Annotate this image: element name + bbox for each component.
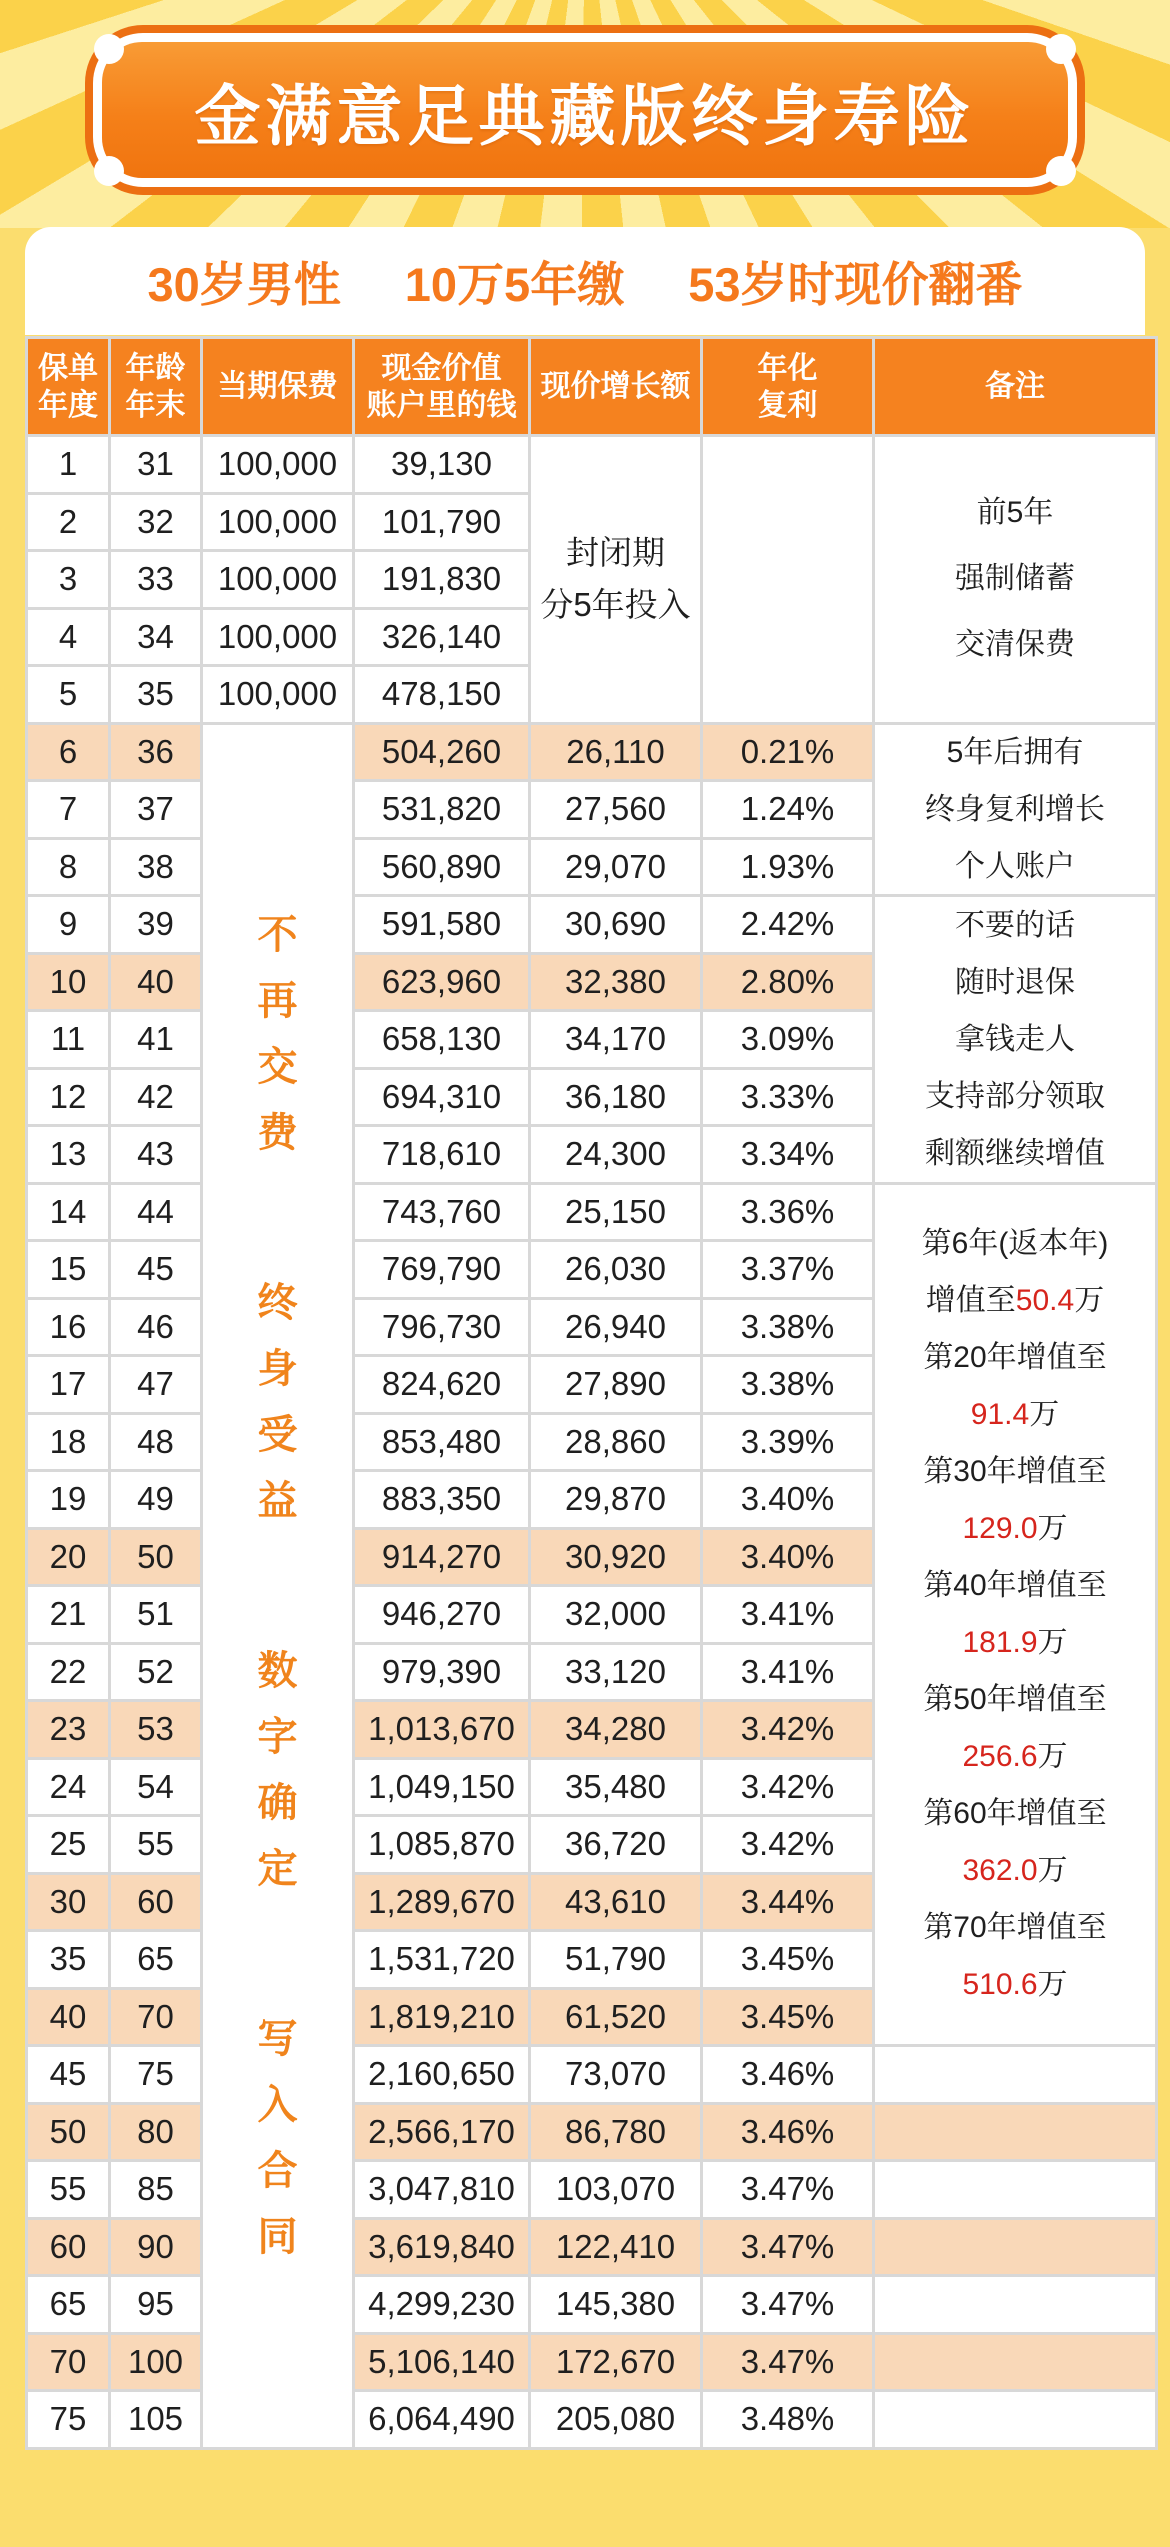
cell-age: 43 [111,1127,200,1182]
notes-red-value: 50.4 [1015,1284,1075,1318]
notes-red-value: 362.0 [962,1854,1038,1888]
cell-cash-value: 1,085,870 [355,1817,528,1872]
slogan-group [257,1280,298,1523]
cell-policy-year: 18 [28,1415,108,1470]
slogan-char: 入 [257,2082,298,2127]
cell-policy-year: 75 [28,2392,108,2447]
slogan-char: 确 [257,1780,298,1825]
cell-rate: 3.46% [703,2047,872,2102]
cell-growth: 103,070 [531,2162,700,2217]
header-line: 当期保费 [217,370,338,403]
cell-notes-empty [875,2162,1155,2217]
cell-policy-year: 25 [28,1817,108,1872]
notes-line: 交清保费 [955,628,1075,662]
cell-age: 35 [111,667,200,722]
cell-growth: 26,030 [531,1242,700,1297]
cell-rate: 3.41% [703,1587,872,1642]
subtitle-segment: 53岁时现价翻番 [688,257,1023,311]
header-line: 年龄 [125,351,186,385]
cell-age: 44 [111,1185,200,1240]
cell-cash-value: 658,130 [355,1012,528,1067]
cell-age: 38 [111,840,200,895]
cell-age: 46 [111,1300,200,1355]
notes-line: 第40年增值至 [923,1569,1107,1603]
cell-rate: 3.46% [703,2105,872,2160]
closed-period-cell [531,437,700,722]
cell-policy-year: 1 [28,437,108,492]
banner-plaque [102,42,1068,178]
cell-age: 31 [111,437,200,492]
cell-policy-year: 60 [28,2220,108,2275]
product-title: 金满意足典藏版终身寿险 [194,78,976,153]
notes-line: 第60年增值至 [923,1797,1107,1831]
cell-growth: 34,170 [531,1012,700,1067]
cell-age: 105 [111,2392,200,2447]
cell-growth: 172,670 [531,2335,700,2390]
notes-line: 第30年增值至 [923,1455,1107,1489]
header-cell [355,339,528,434]
notes-line: 随时退保 [955,965,1075,999]
cell-cash-value: 796,730 [355,1300,528,1355]
benefit-table [25,336,1158,2450]
cell-growth: 86,780 [531,2105,700,2160]
banner-corner-notch [94,34,124,64]
cell-growth: 43,610 [531,1875,700,1930]
cell-rate: 3.42% [703,1702,872,1757]
cell-policy-year: 45 [28,2047,108,2102]
cell-growth: 27,890 [531,1357,700,1412]
notes-line: 强制储蓄 [955,562,1075,596]
header-cell [703,339,872,434]
notes-line: 前5年 [976,496,1054,530]
cell-policy-year: 35 [28,1932,108,1987]
cell-growth: 26,940 [531,1300,700,1355]
cell-rate: 2.42% [703,897,872,952]
cell-growth: 145,380 [531,2277,700,2332]
cell-cash-value: 2,160,650 [355,2047,528,2102]
notes-text: 万 [1074,1284,1105,1318]
cell-rate: 3.47% [703,2162,872,2217]
cell-notes-empty [875,2105,1155,2160]
cell-age: 45 [111,1242,200,1297]
notes-text: 万 [1037,1626,1068,1660]
header-cell [28,339,108,434]
banner-inner-ring [93,33,1077,187]
cell-cash-value: 3,619,840 [355,2220,528,2275]
header-cell [203,339,352,434]
notes-red-value: 91.4 [970,1398,1030,1432]
header-line: 年末 [125,388,186,422]
cell-policy-year: 55 [28,2162,108,2217]
slogan-char: 益 [257,1478,298,1523]
slogan-char: 身 [257,1346,298,1391]
cell-cash-value: 1,819,210 [355,1990,528,2045]
notes-block [875,437,1155,722]
cell-age: 50 [111,1530,200,1585]
cell-premium: 100,000 [203,437,352,492]
cell-rate: 3.47% [703,2277,872,2332]
cell-rate: 3.34% [703,1127,872,1182]
cell-cash-value: 101,790 [355,495,528,550]
cell-growth: 122,410 [531,2220,700,2275]
cell-cash-value: 478,150 [355,667,528,722]
cell-rate: 3.48% [703,2392,872,2447]
cell-cash-value: 979,390 [355,1645,528,1700]
cell-cash-value: 531,820 [355,782,528,837]
cell-cash-value: 326,140 [355,610,528,665]
cell-growth: 73,070 [531,2047,700,2102]
cell-cash-value: 1,289,670 [355,1875,528,1930]
banner-frame [85,25,1085,195]
slogan-char: 再 [257,978,298,1023]
notes-text: 万 [1037,1968,1068,2002]
cell-policy-year: 8 [28,840,108,895]
cell-age: 75 [111,2047,200,2102]
cell-cash-value: 191,830 [355,552,528,607]
cell-cash-value: 623,960 [355,955,528,1010]
cell-cash-value: 743,760 [355,1185,528,1240]
cell-age: 48 [111,1415,200,1470]
notes-line: 终身复利增长 [925,792,1105,826]
cell-cash-value: 1,013,670 [355,1702,528,1757]
slogan-char: 同 [257,2214,298,2259]
cell-growth: 34,280 [531,1702,700,1757]
notes-red-value: 181.9 [962,1626,1038,1660]
cell-policy-year: 17 [28,1357,108,1412]
slogan-group [257,1648,298,1891]
cell-growth: 29,070 [531,840,700,895]
notes-red-value: 129.0 [962,1512,1038,1546]
subtitle-card [25,227,1145,335]
slogan-char: 终 [257,1280,298,1325]
banner-corner-notch [1046,156,1076,186]
cell-notes-empty [875,2047,1155,2102]
cell-rate: 0.21% [703,725,872,780]
cell-cash-value: 504,260 [355,725,528,780]
cell-policy-year: 24 [28,1760,108,1815]
cell-age: 42 [111,1070,200,1125]
cell-notes-empty [875,2335,1155,2390]
cell-policy-year: 20 [28,1530,108,1585]
notes-line: 不要的话 [955,908,1075,942]
cell-policy-year: 50 [28,2105,108,2160]
cell-policy-year: 14 [28,1185,108,1240]
cell-policy-year: 9 [28,897,108,952]
notes-line [962,1956,1067,2013]
slogan-char: 交 [257,1044,298,1089]
cell-age: 47 [111,1357,200,1412]
notes-line: 剩额继续增值 [925,1136,1105,1170]
cell-policy-year: 11 [28,1012,108,1067]
header-line: 现价增长额 [540,370,691,403]
cell-premium: 100,000 [203,610,352,665]
cell-rate: 3.38% [703,1357,872,1412]
notes-block [875,1185,1155,2045]
banner-corner-notch [1046,34,1076,64]
cell-rate: 1.93% [703,840,872,895]
cell-rate: 3.39% [703,1415,872,1470]
cell-age: 60 [111,1875,200,1930]
cell-growth: 24,300 [531,1127,700,1182]
cell-rate: 3.37% [703,1242,872,1297]
cell-rate: 3.40% [703,1530,872,1585]
cell-policy-year: 40 [28,1990,108,2045]
cell-age: 54 [111,1760,200,1815]
cell-growth: 35,480 [531,1760,700,1815]
cell-rate: 1.24% [703,782,872,837]
cell-age: 49 [111,1472,200,1527]
cell-rate: 3.09% [703,1012,872,1067]
cell-cash-value: 1,531,720 [355,1932,528,1987]
closed-period-line: 封闭期 [566,534,665,572]
cell-rate: 3.45% [703,1990,872,2045]
notes-line [962,1728,1067,1785]
cell-growth: 61,520 [531,1990,700,2045]
notes-line: 第6年(返本年) [921,1227,1109,1261]
cell-policy-year: 19 [28,1472,108,1527]
notes-line [962,1500,1067,1557]
cell-policy-year: 10 [28,955,108,1010]
cell-cash-value: 914,270 [355,1530,528,1585]
cell-cash-value: 3,047,810 [355,2162,528,2217]
cell-notes-empty [875,2277,1155,2332]
cell-policy-year: 23 [28,1702,108,1757]
cell-notes-empty [875,2392,1155,2447]
cell-premium: 100,000 [203,552,352,607]
cell-rate: 3.45% [703,1932,872,1987]
cell-growth: 32,380 [531,955,700,1010]
cell-policy-year: 13 [28,1127,108,1182]
cell-policy-year: 12 [28,1070,108,1125]
subtitle-segment: 30岁男性 [147,257,341,311]
cell-growth: 51,790 [531,1932,700,1987]
cell-rate: 3.38% [703,1300,872,1355]
cell-age: 41 [111,1012,200,1067]
cell-age: 40 [111,955,200,1010]
cell-policy-year: 22 [28,1645,108,1700]
cell-policy-year: 30 [28,1875,108,1930]
cell-rate: 3.47% [703,2220,872,2275]
notes-line: 5年后拥有 [946,735,1084,769]
cell-age: 90 [111,2220,200,2275]
cell-cash-value: 883,350 [355,1472,528,1527]
slogan-char: 不 [257,912,298,957]
cell-age: 95 [111,2277,200,2332]
notes-text: 万 [1037,1512,1068,1546]
slogan-char: 数 [257,1648,298,1693]
cell-growth: 29,870 [531,1472,700,1527]
cell-rate: 3.33% [703,1070,872,1125]
header-cell [111,339,200,434]
notes-line [962,1614,1067,1671]
notes-line: 支持部分领取 [925,1079,1105,1113]
notes-block [875,897,1155,1182]
subtitle-segment: 10万5年缴 [404,257,625,311]
cell-age: 33 [111,552,200,607]
cell-age: 70 [111,1990,200,2045]
notes-line: 第70年增值至 [923,1911,1107,1945]
cell-rate: 3.44% [703,1875,872,1930]
slogan-group [257,2016,298,2259]
cell-policy-year: 6 [28,725,108,780]
cell-growth: 27,560 [531,782,700,837]
header-line: 账户里的钱 [366,388,517,422]
cell-age: 65 [111,1932,200,1987]
cell-rate: 3.42% [703,1760,872,1815]
cell-age: 39 [111,897,200,952]
cell-age: 55 [111,1817,200,1872]
header-line: 备注 [985,370,1045,403]
cell-age: 36 [111,725,200,780]
cell-age: 100 [111,2335,200,2390]
notes-line: 第20年增值至 [923,1341,1107,1375]
cell-notes-empty [875,2220,1155,2275]
cell-policy-year: 3 [28,552,108,607]
notes-red-value: 256.6 [962,1740,1038,1774]
cell-growth: 205,080 [531,2392,700,2447]
cell-growth: 32,000 [531,1587,700,1642]
cell-age: 34 [111,610,200,665]
cell-growth: 33,120 [531,1645,700,1700]
cell-age: 85 [111,2162,200,2217]
notes-line [971,1386,1059,1443]
cell-cash-value: 824,620 [355,1357,528,1412]
cell-cash-value: 39,130 [355,437,528,492]
header-line: 保单 [38,351,98,385]
header-line: 复利 [757,388,818,422]
slogan-char: 受 [257,1412,298,1457]
slogan-char: 定 [257,1846,298,1891]
cell-policy-year: 2 [28,495,108,550]
cell-policy-year: 65 [28,2277,108,2332]
cell-cash-value: 1,049,150 [355,1760,528,1815]
notes-block [875,725,1155,895]
cell-growth: 36,720 [531,1817,700,1872]
closed-period-line: 分5年投入 [540,586,691,624]
notes-red-value: 510.6 [962,1968,1038,2002]
cell-growth: 26,110 [531,725,700,780]
cell-rate: 3.41% [703,1645,872,1700]
notes-line: 个人账户 [955,849,1075,883]
cell-policy-year: 7 [28,782,108,837]
banner-corner-notch [94,156,124,186]
cell-cash-value: 946,270 [355,1587,528,1642]
cell-cash-value: 5,106,140 [355,2335,528,2390]
notes-text: 万 [1037,1740,1068,1774]
notes-line [926,1272,1104,1329]
slogan-char: 写 [257,2016,298,2061]
notes-line: 拿钱走人 [955,1022,1075,1056]
cell-rate: 2.80% [703,955,872,1010]
no-more-premium-column [203,725,352,2447]
slogan-group [257,912,298,1155]
notes-line: 第50年增值至 [923,1683,1107,1717]
cell-cash-value: 4,299,230 [355,2277,528,2332]
cell-age: 53 [111,1702,200,1757]
cell-policy-year: 21 [28,1587,108,1642]
cell-cash-value: 853,480 [355,1415,528,1470]
cell-rate-empty [703,437,872,722]
header-line: 年化 [757,351,818,385]
cell-policy-year: 16 [28,1300,108,1355]
notes-text: 万 [1029,1398,1060,1432]
slogan-char: 字 [257,1714,298,1759]
cell-age: 80 [111,2105,200,2160]
notes-text: 增值至 [925,1284,1016,1318]
cell-rate: 3.47% [703,2335,872,2390]
cell-rate: 3.40% [703,1472,872,1527]
cell-rate: 3.42% [703,1817,872,1872]
cell-cash-value: 769,790 [355,1242,528,1297]
cell-age: 52 [111,1645,200,1700]
slogan-char: 合 [257,2148,298,2193]
cell-cash-value: 560,890 [355,840,528,895]
cell-cash-value: 694,310 [355,1070,528,1125]
cell-premium: 100,000 [203,495,352,550]
cell-age: 37 [111,782,200,837]
notes-line [962,1842,1067,1899]
header-cell [531,339,700,434]
cell-age: 51 [111,1587,200,1642]
header-line: 现金价值 [381,351,502,385]
cell-cash-value: 591,580 [355,897,528,952]
cell-rate: 3.36% [703,1185,872,1240]
slogan-char: 费 [257,1110,298,1155]
cell-policy-year: 70 [28,2335,108,2390]
cell-growth: 30,920 [531,1530,700,1585]
cell-cash-value: 6,064,490 [355,2392,528,2447]
cell-policy-year: 4 [28,610,108,665]
cell-premium: 100,000 [203,667,352,722]
cell-growth: 36,180 [531,1070,700,1125]
cell-growth: 25,150 [531,1185,700,1240]
header-line: 年度 [38,388,98,422]
cell-cash-value: 718,610 [355,1127,528,1182]
cell-cash-value: 2,566,170 [355,2105,528,2160]
cell-policy-year: 15 [28,1242,108,1297]
cell-growth: 30,690 [531,897,700,952]
header-cell [875,339,1155,434]
cell-age: 32 [111,495,200,550]
notes-text: 万 [1037,1854,1068,1888]
cell-growth: 28,860 [531,1415,700,1470]
cell-policy-year: 5 [28,667,108,722]
